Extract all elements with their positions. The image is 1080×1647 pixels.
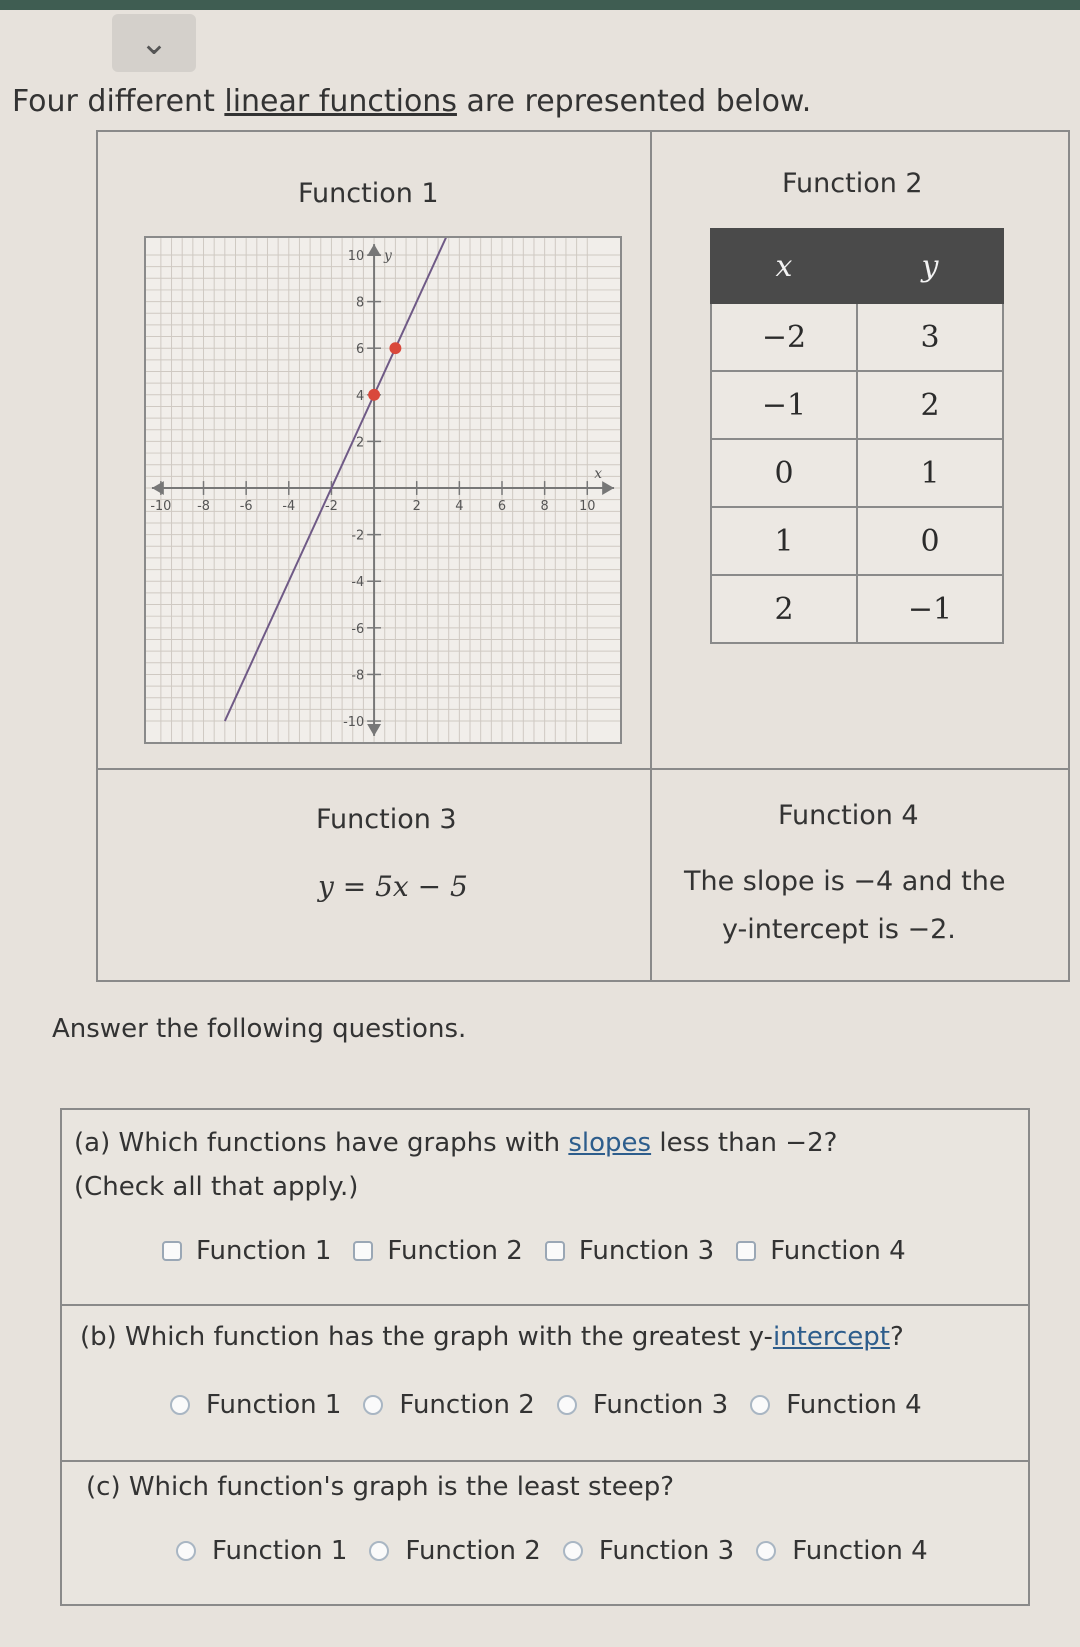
table-header-x: x	[711, 229, 857, 303]
table-cell-y: 0	[857, 507, 1003, 575]
table-cell-y: −1	[857, 575, 1003, 643]
table-row	[711, 439, 1003, 507]
slopes-link[interactable]: slopes	[568, 1128, 652, 1158]
checkbox[interactable]	[162, 1241, 182, 1261]
option-label: Function 3	[578, 1236, 715, 1266]
option-label: Function 2	[387, 1236, 523, 1266]
radio-button[interactable]	[756, 1541, 776, 1561]
intercept-link[interactable]: intercept	[772, 1322, 890, 1352]
radio-button[interactable]	[369, 1541, 389, 1561]
qa-option-function1[interactable]	[162, 1236, 331, 1266]
x-tick-label: 8	[540, 498, 549, 514]
qb-option-function3[interactable]	[557, 1390, 728, 1420]
table-cell-x: 1	[711, 507, 857, 575]
x-tick-label: 4	[455, 498, 464, 514]
option-label: Function 4	[770, 1236, 906, 1266]
x-tick-label: 6	[497, 498, 507, 514]
checkbox[interactable]	[353, 1241, 373, 1261]
chevron-down-icon: ⌄	[139, 23, 169, 63]
radio-button[interactable]	[557, 1395, 577, 1415]
radio-button[interactable]	[750, 1395, 770, 1415]
qc-option-function1[interactable]	[176, 1536, 347, 1566]
table-cell-x: 2	[711, 575, 857, 643]
qa-option-function4[interactable]	[736, 1236, 905, 1266]
y-tick-label: -6	[351, 621, 365, 637]
x-axis-arrow-left	[152, 481, 164, 495]
y-tick-label: 8	[355, 295, 365, 311]
question-divider-bc	[60, 1460, 1030, 1462]
y-tick-label: 6	[355, 342, 365, 358]
option-label: Function 4	[786, 1390, 922, 1420]
question-b-options	[170, 1390, 944, 1420]
x-tick-label: 10	[579, 498, 596, 514]
table-cell-x: 0	[711, 439, 857, 507]
y-tick-label: -2	[351, 528, 365, 544]
function4-description-line2: y-intercept is −2.	[722, 914, 956, 945]
table-row	[711, 303, 1003, 371]
function3-equation: y = 5x − 5	[318, 870, 468, 903]
qb-option-function2[interactable]	[363, 1390, 534, 1420]
function1-graph	[144, 236, 622, 744]
option-label: Function 2	[399, 1390, 535, 1420]
graph-point	[368, 389, 380, 401]
function2-title: Function 2	[782, 168, 923, 199]
option-label: Function 3	[598, 1536, 735, 1566]
option-label: Function 1	[196, 1236, 332, 1266]
table-cell-y: 1	[857, 439, 1003, 507]
radio-button[interactable]	[363, 1395, 383, 1415]
y-axis-arrow-down	[367, 724, 381, 736]
table-cell-x: −2	[711, 303, 857, 371]
y-tick-label: 10	[347, 248, 365, 264]
table-row	[711, 575, 1003, 643]
question-b-text	[80, 1322, 904, 1352]
question-a-options	[162, 1236, 928, 1266]
linear-functions-link[interactable]: linear functions	[224, 84, 457, 119]
grid-vertical-divider	[650, 130, 652, 982]
table-cell-y: 2	[857, 371, 1003, 439]
top-bar	[0, 0, 1080, 10]
x-tick-label: -10	[150, 498, 172, 514]
function2-table	[710, 228, 1004, 644]
x-tick-label: 2	[412, 498, 421, 514]
qc-option-function3[interactable]	[563, 1536, 734, 1566]
y-tick-label: 4	[355, 388, 365, 404]
grid-horizontal-divider	[96, 768, 1070, 770]
intro-suffix: are represented below.	[456, 84, 812, 119]
question-c-options	[176, 1536, 950, 1566]
option-label: Function 1	[212, 1536, 348, 1566]
radio-button[interactable]	[563, 1541, 583, 1561]
x-axis-arrow-right	[602, 481, 614, 495]
graph-point	[389, 342, 401, 354]
option-label: Function 2	[405, 1536, 541, 1566]
y-tick-label: -10	[343, 715, 365, 731]
intro-prefix: Four different	[12, 84, 225, 119]
function1-graph-svg	[146, 238, 620, 742]
qc-option-function2[interactable]	[369, 1536, 540, 1566]
function1-title: Function 1	[298, 178, 439, 209]
question-b-prefix: (b) Which function has the graph with the greatest y-	[80, 1322, 773, 1352]
qa-option-function2[interactable]	[353, 1236, 522, 1266]
option-label: Function 4	[792, 1536, 928, 1566]
question-c-text: (c) Which function's graph is the least steep?	[86, 1472, 674, 1502]
question-a-instruction: (Check all that apply.)	[74, 1172, 359, 1202]
qb-option-function1[interactable]	[170, 1390, 341, 1420]
qb-option-function4[interactable]	[750, 1390, 921, 1420]
qa-option-function3[interactable]	[545, 1236, 714, 1266]
answer-intro: Answer the following questions.	[52, 1014, 467, 1044]
function4-title: Function 4	[778, 800, 919, 831]
collapse-button[interactable]	[112, 14, 196, 72]
y-axis-arrow-up	[367, 244, 381, 256]
y-tick-label: -8	[351, 668, 365, 684]
option-label: Function 1	[206, 1390, 342, 1420]
question-a-prefix: (a) Which functions have graphs with	[74, 1128, 569, 1158]
question-divider-ab	[60, 1304, 1030, 1306]
y-axis-label: y	[383, 247, 392, 264]
question-a-text	[74, 1128, 837, 1158]
function4-description-line1: The slope is −4 and the	[684, 866, 1006, 897]
x-axis-label: x	[594, 466, 603, 483]
intro-text	[12, 84, 811, 119]
option-label: Function 3	[592, 1390, 729, 1420]
table-header-y: y	[857, 229, 1003, 303]
table-cell-y: 3	[857, 303, 1003, 371]
radio-button[interactable]	[176, 1541, 196, 1561]
table-cell-x: −1	[711, 371, 857, 439]
question-a-suffix: less than −2?	[651, 1128, 838, 1158]
question-b-suffix: ?	[889, 1322, 904, 1352]
function3-title: Function 3	[316, 804, 457, 835]
table-header-row	[711, 229, 1003, 303]
checkbox[interactable]	[736, 1241, 756, 1261]
table-row	[711, 507, 1003, 575]
x-tick-label: -2	[325, 498, 338, 514]
y-tick-label: -4	[351, 575, 365, 591]
x-tick-label: -8	[197, 498, 210, 514]
table-row	[711, 371, 1003, 439]
x-tick-label: -4	[282, 498, 296, 514]
qc-option-function4[interactable]	[756, 1536, 927, 1566]
radio-button[interactable]	[170, 1395, 190, 1415]
checkbox[interactable]	[545, 1241, 565, 1261]
y-tick-label: 2	[355, 435, 365, 451]
x-tick-label: -6	[239, 498, 253, 514]
